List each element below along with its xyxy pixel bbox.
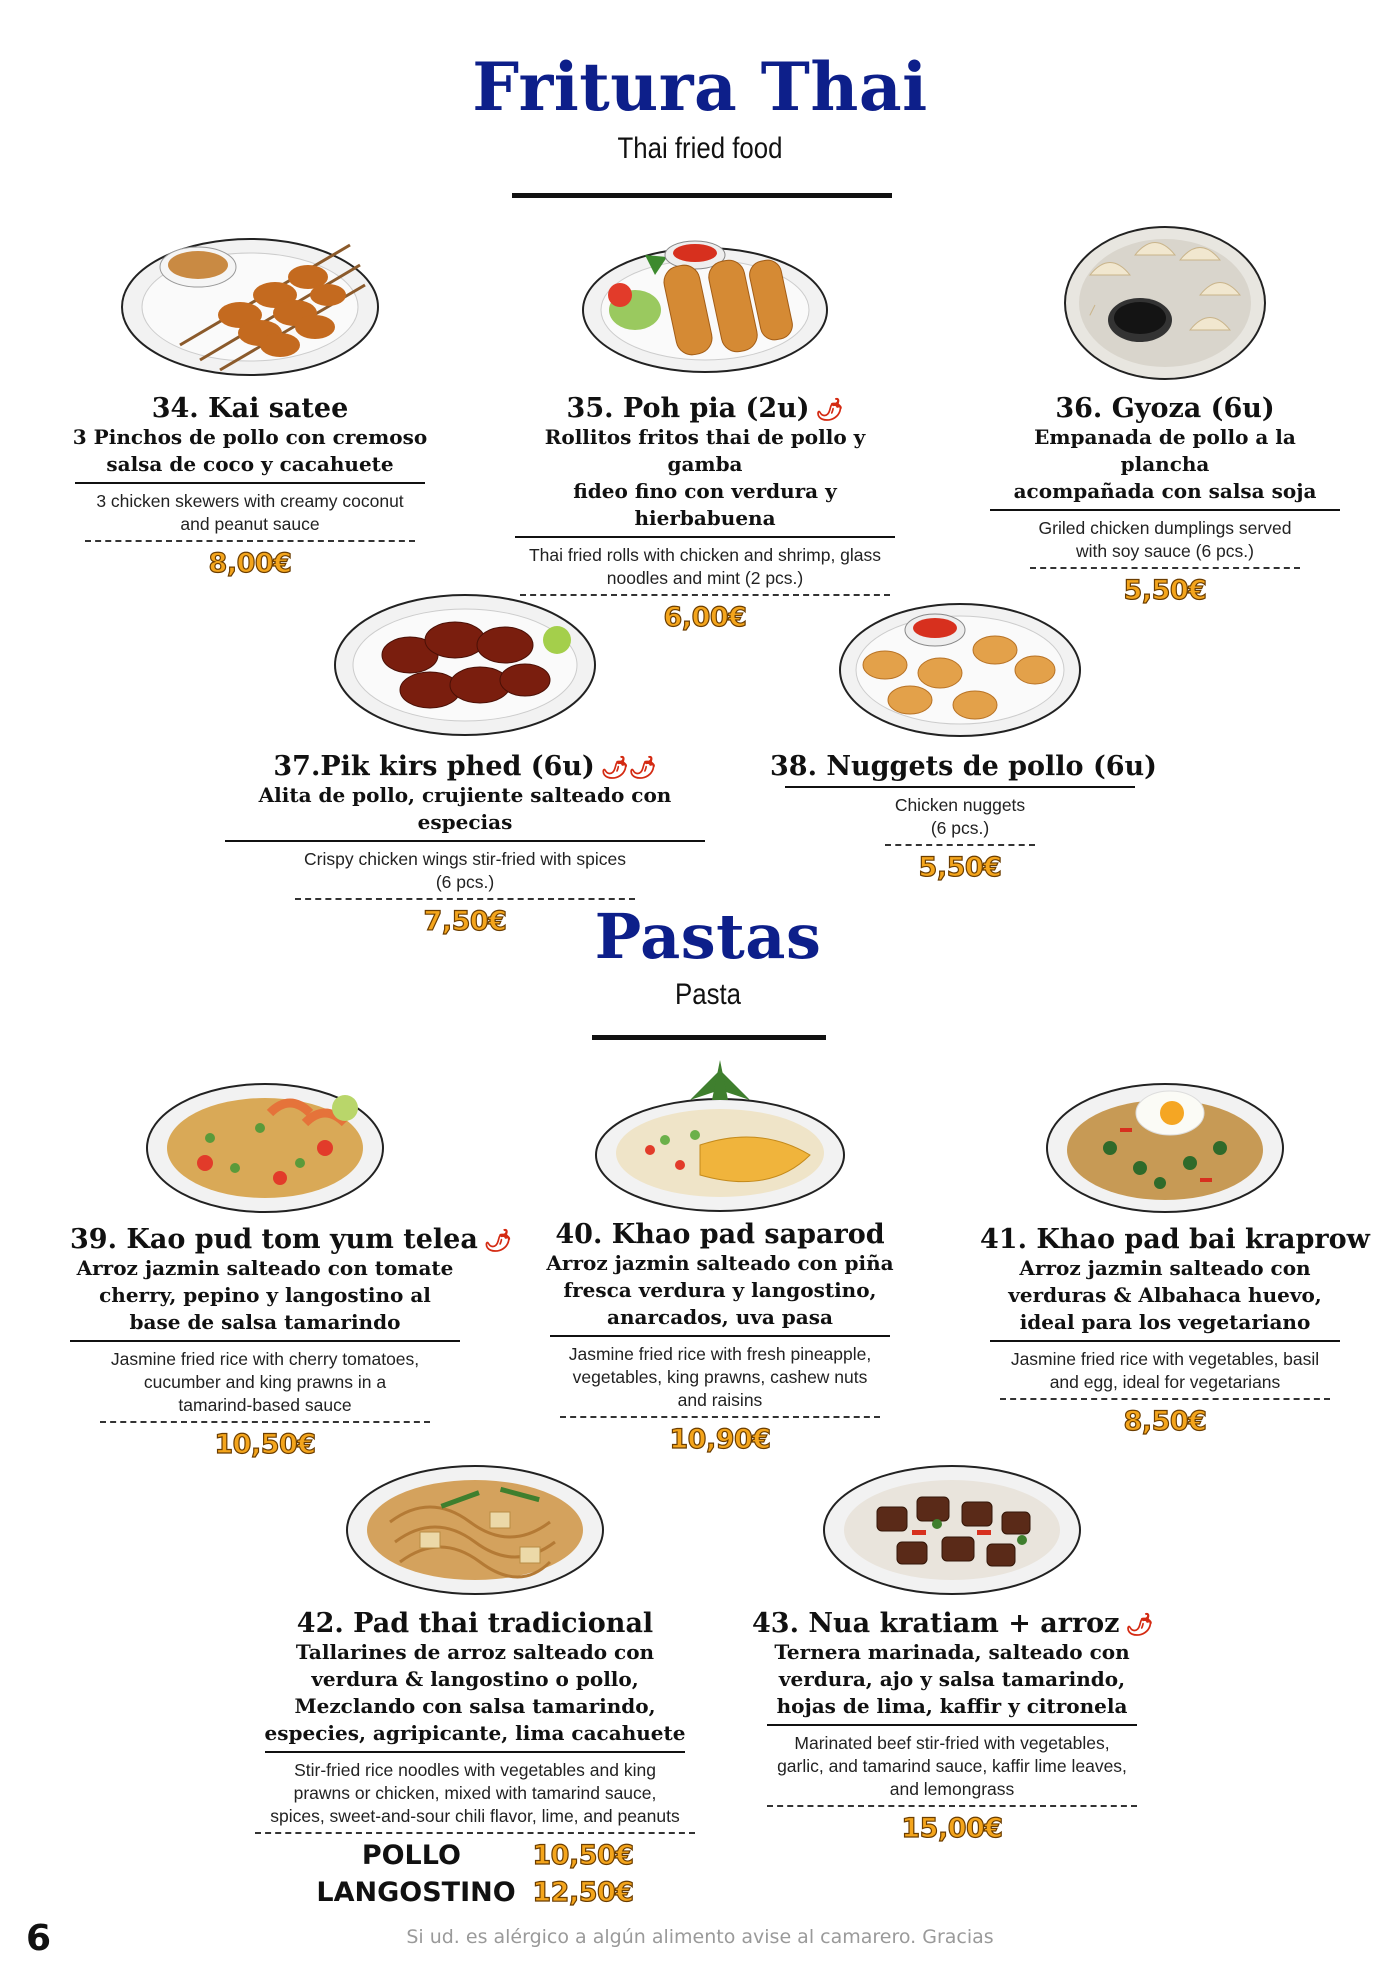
spring-rolls-icon: [505, 215, 905, 385]
section-subtitle-pastas: Pasta: [675, 978, 741, 1011]
chili-icon: 🌶: [1125, 1612, 1154, 1638]
item-description-en: Jasmine fried rice with vegetables, basil and egg, ideal for vegetarians: [1010, 1349, 1320, 1392]
price-divider: [1000, 1398, 1330, 1400]
item-divider: [225, 840, 705, 842]
item-divider: [785, 786, 1135, 788]
price-divider: [560, 1416, 880, 1418]
item-description-en: Marinated beef stir-fried with vegetables, garlic, and tamarind sauce, kaffir lime leaves, and lemongrass: [777, 1733, 1127, 1799]
item-price: 5,50€: [1123, 575, 1207, 606]
item-description-en: 3 chicken skewers with creamy coconut and peanut sauce: [96, 491, 404, 534]
section-title-fritura: Fritura Thai: [472, 48, 928, 126]
item-description-es: Arroz jazmin salteado con verduras & Albahaca huevo, ideal para los vegetariano: [1008, 1256, 1322, 1334]
item-description-en: Jasmine fried rice with fresh pineapple, vegetables, king prawns, cashew nuts and raisins: [568, 1344, 872, 1410]
chili-icon: 🌶🌶: [600, 755, 657, 781]
item-name: 36. Gyoza (6u): [1055, 393, 1275, 424]
item-description-es: 3 Pinchos de pollo con cremoso salsa de coco y cacahuete: [72, 425, 428, 476]
item-name: 39. Kao pud tom yum telea 🌶: [70, 1224, 512, 1255]
price-divider: [1030, 567, 1300, 569]
chili-icon: 🌶: [483, 1228, 512, 1254]
item-description-es: Empanada de pollo a la plancha acompañada con salsa soja: [1013, 425, 1317, 503]
item-price: 5,50€: [918, 852, 1002, 883]
menu-item-34[interactable]: [70, 215, 430, 579]
item-description-es: Arroz jazmin salteado con tomate cherry, pepino y langostino al base de salsa tamarindo: [76, 1256, 454, 1334]
item-price: 10,50€: [532, 1840, 634, 1871]
item-name: 38. Nuggets de pollo (6u): [770, 751, 1157, 782]
menu-item-38[interactable]: [770, 595, 1157, 883]
item-price: 15,00€: [901, 1813, 1003, 1844]
allergy-notice: Si ud. es alérgico a algún alimento avise al camarero. Gracias: [406, 1926, 994, 1948]
section-divider: [592, 1035, 826, 1040]
section-subtitle-fritura: Thai fried food: [617, 132, 783, 165]
item-description-es: Tallarines de arroz salteado con verdura & langostino o pollo, Mezclando con salsa tamarindo, especies, agripicante, lima cacahuete: [264, 1640, 686, 1745]
chicken-wings-icon: [215, 585, 715, 745]
item-name: 43. Nua kratiam + arroz 🌶: [752, 1608, 1154, 1639]
item-description-en: Thai fried rolls with chicken and shrimp, glass noodles and mint (2 pcs.): [528, 545, 882, 588]
item-description-es: Ternera marinada, salteado con verdura, ajo y salsa tamarindo, hojas de lima, kaffir y citronela: [774, 1640, 1130, 1718]
item-divider: [265, 1751, 685, 1753]
price-divider: [85, 540, 415, 542]
item-description-en: Jasmine fried rice with cherry tomatoes, cucumber and king prawns in a tamarind-based sauce: [110, 1349, 420, 1415]
item-divider: [767, 1724, 1137, 1726]
pineapple-rice-icon: [545, 1055, 895, 1215]
gyoza-icon: [990, 215, 1340, 385]
chili-icon: 🌶: [815, 397, 844, 423]
menu-item-39[interactable]: [70, 1068, 512, 1460]
chicken-nuggets-icon: [770, 595, 1150, 745]
item-name: 34. Kai satee: [151, 393, 349, 424]
item-price: 8,00€: [208, 548, 292, 579]
item-divider: [990, 1340, 1340, 1342]
fried-rice-prawns-icon: [70, 1068, 460, 1218]
item-price: 7,50€: [423, 906, 507, 937]
item-price: 8,50€: [1123, 1406, 1207, 1437]
section-title-pastas: Pastas: [594, 900, 822, 973]
item-name: 40. Khao pad saparod: [555, 1219, 885, 1250]
item-description-en: Crispy chicken wings stir-fried with spices (6 pcs.): [304, 849, 626, 892]
item-description-es: Alita de pollo, crujiente salteado con especias: [258, 783, 672, 834]
basil-rice-egg-icon: [980, 1068, 1350, 1218]
item-name: 41. Khao pad bai kraprow: [980, 1224, 1370, 1255]
item-description-es: Arroz jazmin salteado con piña fresca verdura y langostino, anarcados, uva pasa: [546, 1251, 894, 1329]
menu-item-41[interactable]: [980, 1068, 1370, 1437]
item-divider: [550, 1335, 890, 1337]
item-divider: [70, 1340, 460, 1342]
item-price: 10,50€: [214, 1429, 316, 1460]
item-price: 10,90€: [669, 1424, 771, 1455]
price-divider: [255, 1832, 695, 1834]
chicken-skewers-icon: [70, 215, 430, 385]
menu-item-35[interactable]: [505, 215, 905, 633]
item-price: 6,00€: [663, 602, 747, 633]
item-description-en: Stir-fried rice noodles with vegetables and king prawns or chicken, mixed with tamarind sauce, spices, sweet-and-sour chili flavor, lime, and peanuts: [270, 1760, 680, 1826]
menu-item-42[interactable]: [255, 1452, 695, 1908]
item-divider: [990, 509, 1340, 511]
price-divider: [100, 1421, 430, 1423]
price-divider: [885, 844, 1035, 846]
item-divider: [75, 482, 425, 484]
item-name: 42. Pad thai tradicional: [296, 1608, 654, 1639]
beef-stir-fry-icon: [752, 1452, 1152, 1602]
item-description-en: Griled chicken dumplings served with soy sauce (6 pcs.): [1038, 518, 1292, 561]
page-number: 6: [26, 1918, 52, 1959]
price-divider: [767, 1805, 1137, 1807]
pad-thai-icon: [255, 1452, 695, 1602]
section-divider: [512, 193, 892, 198]
item-name: 35. Poh pia (2u) 🌶: [566, 393, 844, 424]
menu-item-40[interactable]: [545, 1055, 895, 1455]
item-name: 37.Pik kirs phed (6u) 🌶🌶: [273, 751, 657, 782]
item-description-es: Rollitos fritos thai de pollo y gamba fideo fino con verdura y hierbabuena: [544, 425, 866, 530]
menu-item-36[interactable]: [990, 215, 1340, 606]
item-divider: [515, 536, 895, 538]
menu-item-37[interactable]: [215, 585, 715, 937]
price-option-langostino: LANGOSTINO 12,50€: [316, 1877, 634, 1908]
menu-item-43[interactable]: [752, 1452, 1152, 1844]
item-price: 12,50€: [532, 1877, 634, 1908]
price-option-pollo: POLLO 10,50€: [361, 1840, 634, 1871]
item-description-en: Chicken nuggets (6 pcs.): [894, 795, 1026, 838]
